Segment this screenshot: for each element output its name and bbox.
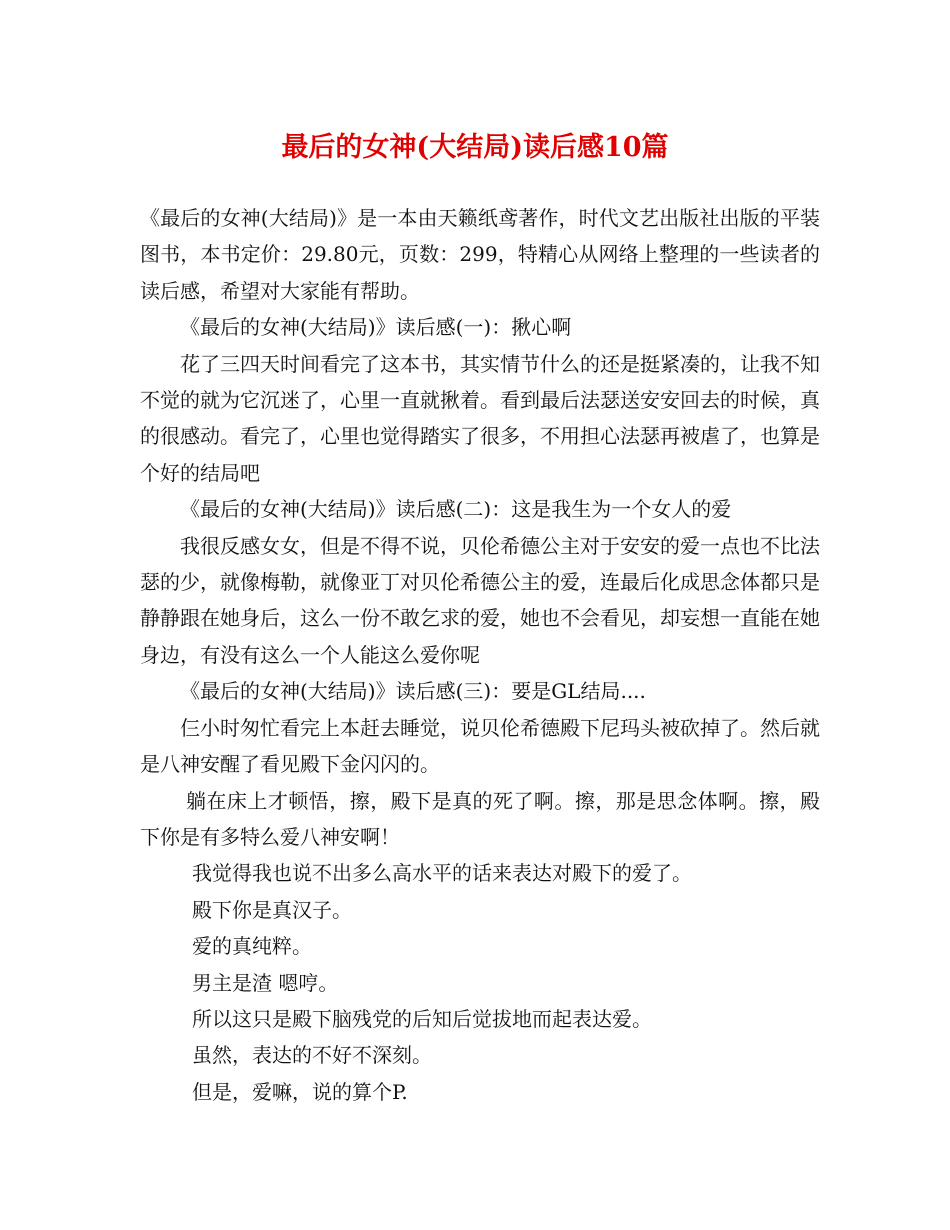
review-line-1: 我觉得我也说不出多么高水平的话来表达对殿下的爱了。 <box>192 861 692 886</box>
review-paragraph-2: 我很反感女女，但是不得不说，贝伦希德公主对于安安的爱一点也不比法瑟的少，就像梅勒，就像亚丁对贝伦希德公主的爱，连最后化成思念体都只是静静跟在她身后，这么一份不敢乞求的爱，她也不会看见，却妄想一直能在她身边，有没有这么一个人能这么爱你呢 <box>140 533 820 667</box>
review-line-3: 爱的真纯粹。 <box>192 934 312 959</box>
review-heading-3: 《最后的女神(大结局)》读后感(三)：要是GL结局.... <box>180 679 646 704</box>
document-title: 最后的女神(大结局)读后感10篇 <box>281 132 669 163</box>
review-paragraph-1: 花了三四天时间看完了这本书，其实情节什么的还是挺紧凑的，让我不知不觉的就为它沉迷了，心里一直就揪着。看到最后法瑟送安安回去的时候，真的很感动。看完了，心里也觉得踏实了很多，不用担心法瑟再被虐了，也算是个好的结局吧 <box>140 351 820 485</box>
review-line-2: 殿下你是真汉子。 <box>192 897 352 922</box>
review-line-5: 所以这只是殿下脑残党的后知后觉拔地而起表达爱。 <box>192 1006 652 1031</box>
review-heading-2: 《最后的女神(大结局)》读后感(二)：这是我生为一个女人的爱 <box>180 497 732 522</box>
review-line-7: 但是，爱嘛，说的算个P. <box>192 1079 408 1104</box>
review-paragraph-3a: 仨小时匆忙看完上本赶去睡觉，说贝伦希德殿下尼玛头被砍掉了。然后就是八神安醒了看见殿下金闪闪的。 <box>140 715 820 777</box>
review-line-6: 虽然，表达的不好不深刻。 <box>192 1043 432 1068</box>
intro-paragraph: 《最后的女神(大结局)》是一本由天籁纸鸢著作，时代文艺出版社出版的平装图书，本书定价：29.80元，页数：299，特精心从网络上整理的一些读者的读后感，希望对大家能有帮助。 <box>140 206 820 303</box>
review-line-4: 男主是渣 嗯哼。 <box>192 970 339 995</box>
review-heading-1: 《最后的女神(大结局)》读后感(一)：揪心啊 <box>180 315 572 340</box>
document-body <box>140 200 820 1110</box>
review-paragraph-3b: 躺在床上才顿悟，擦，殿下是真的死了啊。擦，那是思念体啊。擦，殿下你是有多特么爱八神安啊！ <box>140 788 820 849</box>
